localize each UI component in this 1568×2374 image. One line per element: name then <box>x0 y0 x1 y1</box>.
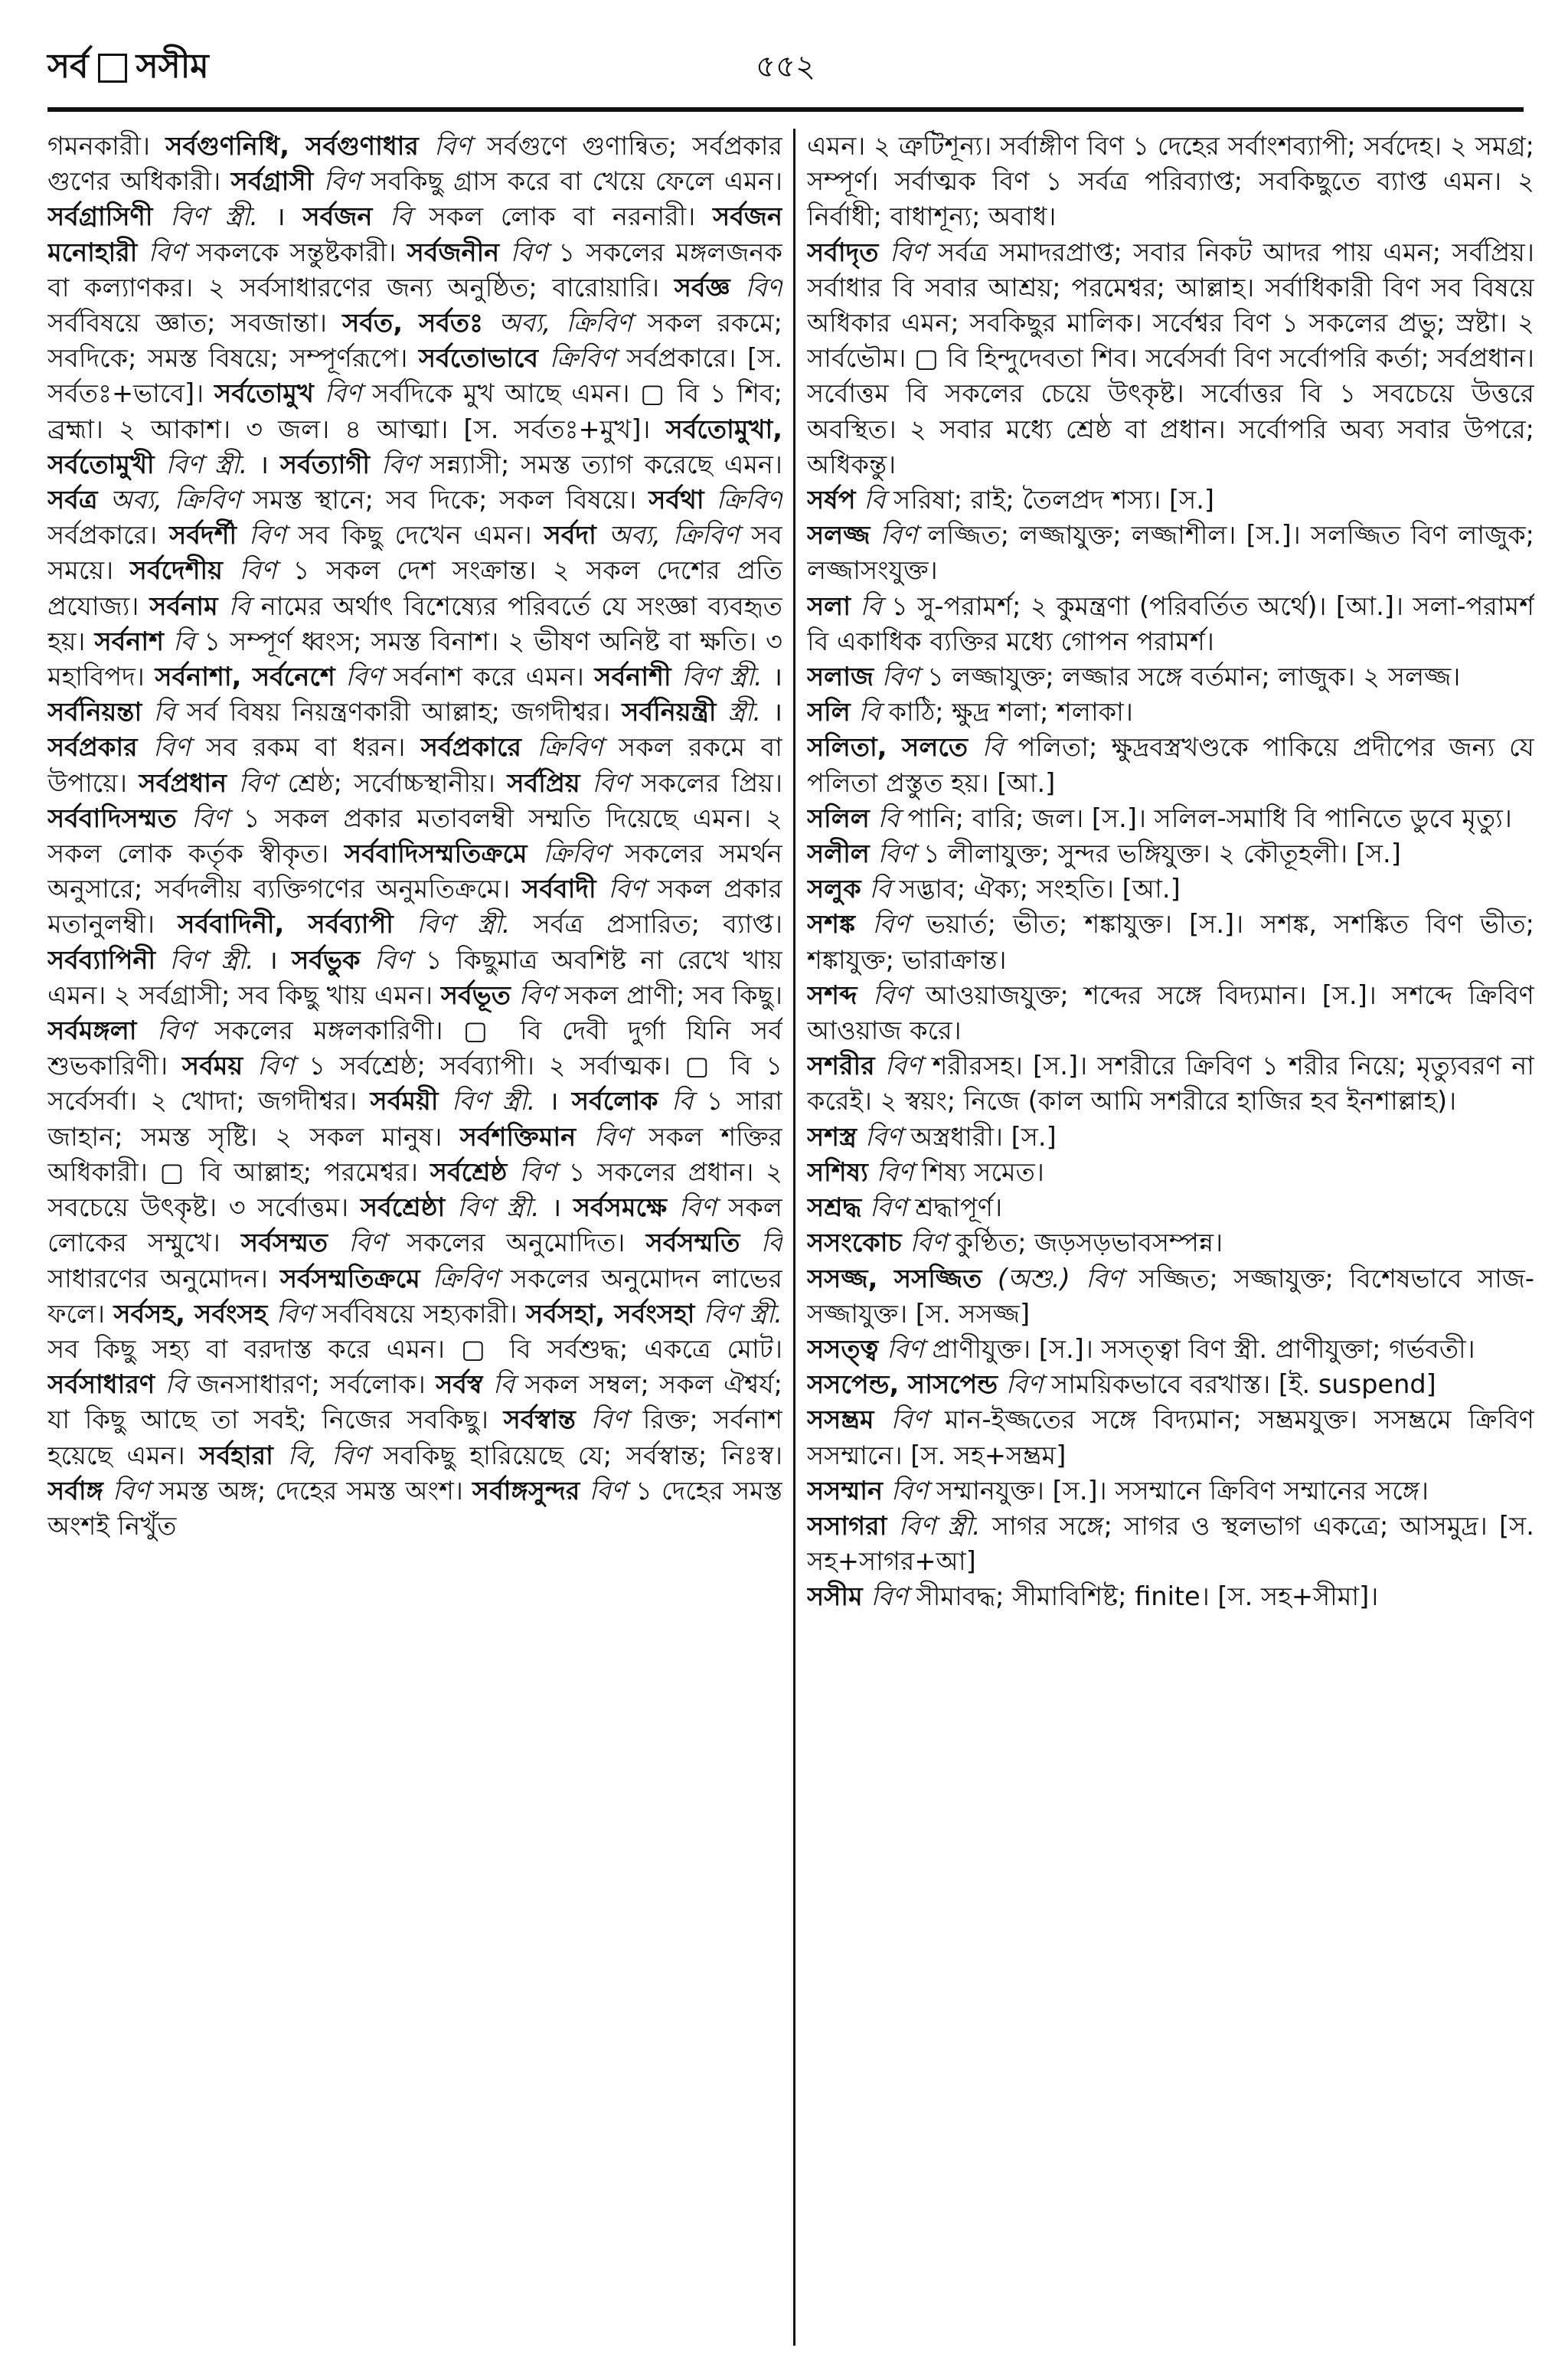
entry-part-of-speech: বি <box>165 1369 187 1400</box>
entry-definition: সকলের অনুমোদন লাভের ফলে। <box>47 1263 782 1329</box>
entry-part-of-speech: বি <box>153 697 175 728</box>
entry-definition: সব কিছু দেখেন এমন। <box>298 520 532 551</box>
entry-headword: সর্বপ্রকার <box>47 732 138 763</box>
entry-headword: সশরীর <box>807 1051 875 1081</box>
entry-part-of-speech: স্ত্রী. <box>727 697 762 728</box>
entry-definition: সব রকম বা ধরন। <box>206 732 406 763</box>
entry-definition: রিক্ত; সর্বনাশ হয়েছে এমন। <box>47 1404 782 1470</box>
entry-definition: এমন। ২ ত্রুটিশূন্য। সর্বাঙ্গীণ বিণ ১ দেহের সর্বাংশব্যাপী; সর্বদেহ। ২ সমগ্র; সম্পূর্ণ। সর্বাত্মক বিণ ১ সর্বত্র পরিব্যাপ্ত; সবকিছুতে ব্যাপ্ত এমন। ২ নির্বাধী; বাধাশূন্য; অবাধ। <box>807 131 1534 232</box>
entry-part-of-speech: বিণ স্ত্রী. <box>165 449 248 479</box>
entry-headword: সসাগরা <box>807 1510 887 1541</box>
dictionary-entry <box>807 978 1534 1048</box>
entry-definition: ১ সর্বশ্রেষ্ঠ; সর্বব্যাপী। ২ সর্বাত্মক। ▢ বি ১ সর্বেসর্বা। ২ খোদা; জগদীশ্বর। <box>47 1051 782 1117</box>
dictionary-entry <box>807 836 1534 871</box>
entry-definition: ১ লজ্জাযুক্ত; লজ্জার সঙ্গে বর্তমান; লাজুক। ২ সলজ্জ। <box>926 662 1461 692</box>
entry-part-of-speech: বিণ <box>374 944 412 975</box>
entry-definition: । <box>275 201 286 232</box>
entry-headword: সর্বনাশ <box>94 626 164 656</box>
entry-part-of-speech: বিণ <box>276 1298 314 1329</box>
entry-part-of-speech: বিণ <box>519 1156 557 1187</box>
entry-part-of-speech: ক্রিবিণ <box>432 1263 499 1293</box>
entry-definition: সম্মানযুক্ত। [স.]। সসম্মানে ক্রিবিণ সম্মানের সঙ্গে। <box>936 1475 1429 1506</box>
entry-part-of-speech: ক্রিবিণ <box>543 839 609 869</box>
entry-definition: প্রাণীযুক্ত। [স.]। সসত্ত্বা বিণ স্ত্রী. প্রাণীযুক্তা; গর্ভবতী। <box>932 1333 1475 1364</box>
entry-part-of-speech: অব্য, ক্রিবিণ <box>498 308 632 338</box>
entry-part-of-speech: বিণ <box>345 662 383 692</box>
dictionary-entry <box>47 485 636 515</box>
entry-part-of-speech: বি <box>864 485 886 515</box>
entry-headword: সর্বভূত <box>440 979 511 1010</box>
entry-headword: সর্বসমক্ষে <box>573 1192 668 1223</box>
entry-part-of-speech: বিণ স্ত্রী. <box>681 662 763 692</box>
entry-part-of-speech: বিণ <box>890 237 927 267</box>
entry-part-of-speech: বিণ <box>884 1051 923 1081</box>
entry-definition: সকলের মঙ্গলকারিণী। ▢ বি দেবী দুর্গা যিনি সর্ব শুভকারিণী। <box>47 1015 782 1081</box>
dictionary-entry <box>594 662 782 692</box>
entry-headword: সসত্ত্ব <box>807 1333 879 1364</box>
entry-part-of-speech: বি <box>492 1369 515 1400</box>
entry-part-of-speech: বিণ স্ত্রী. <box>703 1298 782 1329</box>
entry-part-of-speech: অব্য, ক্রিবিণ <box>109 485 241 515</box>
entry-definition: কাঠি; ক্ষুদ্র শলা; শলাকা। <box>888 697 1133 728</box>
entry-headword: সশঙ্ক <box>807 909 856 940</box>
entry-part-of-speech: বিণ <box>348 1228 386 1258</box>
entry-headword: সর্বব্যাপিনী <box>47 944 156 975</box>
left-column <box>47 129 782 2346</box>
entry-definition: সকল প্রাণী; সব কিছু। <box>564 979 782 1010</box>
entry-part-of-speech: বিণ <box>877 839 916 869</box>
entry-headword: সর্বাঙ্গসুন্দর <box>472 1475 580 1506</box>
entry-headword: সর্বনাশা, সর্বনেশে <box>155 662 335 692</box>
entry-definition: পানি; বারি; জল। [স.]। সলিল-সমাধি বি পানিতে ডুবে মৃত্যু। <box>907 803 1512 833</box>
entry-definition: সজ্জিত; সজ্জাযুক্ত; বিশেষভাবে সাজ-সজ্জাযুক্ত। [স. সসজ্জ] <box>807 1263 1534 1329</box>
dictionary-entry <box>807 589 1534 659</box>
entry-headword: সর্বপ্রিয় <box>507 767 580 798</box>
page-number: ৫৫২ <box>756 49 815 84</box>
entry-definition: সকলকে সন্তুষ্টকারী। <box>196 237 397 267</box>
entry-headword: সর্ষপ <box>807 485 856 515</box>
entry-definition: সন্ন্যাসী; সমস্ত ত্যাগ করেছে এমন। <box>430 449 782 479</box>
right-column <box>807 129 1534 2346</box>
entry-definition: লজ্জিত; লজ্জাযুক্ত; লজ্জাশীল। [স.]। সলজ্জিত বিণ লাজুক; লজ্জাসংযুক্ত। <box>807 520 1534 586</box>
entry-definition: সর্বনাশ করে এমন। <box>393 662 584 692</box>
dictionary-entry <box>231 166 782 196</box>
entry-part-of-speech: বিণ <box>876 1156 914 1187</box>
dictionary-entry <box>361 1192 561 1222</box>
dictionary-entry <box>807 730 1534 800</box>
entry-definition: সকল প্রকার মতানুলম্বী। <box>47 874 782 940</box>
dictionary-entry <box>807 907 1534 977</box>
entry-headword: সর্বগ্রাসিণী <box>47 201 153 232</box>
entry-definition: সর্বদিকে মুখ আছে এমন। ▢ বি ১ শিব; ব্রহ্মা। ২ আকাশ। ৩ জল। ৪ আত্মা। [স. সর্বতঃ+মুখ]। <box>47 378 782 444</box>
entry-part-of-speech: বি <box>869 874 891 904</box>
entry-definition: সকলের সমর্থন অনুসারে; সর্বদলীয় ব্যক্তিগণের অনুমতিক্রমে। <box>47 839 782 904</box>
entry-headword: সর্ববাদিসম্মত <box>47 803 177 833</box>
entry-part-of-speech: বিণ <box>256 1051 295 1081</box>
entry-definition: সাময়িকভাবে বরখাস্ত। [ই. suspend] <box>1051 1369 1436 1400</box>
entry-headword: সর্বসম্মতি <box>645 1228 740 1258</box>
entry-headword: সশিষ্য <box>807 1156 868 1187</box>
dictionary-entry <box>807 1225 1534 1261</box>
entry-definition: সর্ব বিষয় নিয়ন্ত্রণকারী আল্লাহ; জগদীশ্বর। <box>186 697 611 728</box>
entry-part-of-speech: বিণ <box>593 1121 632 1152</box>
entry-headword: সর্বসহ, সর্বংসহ <box>113 1298 268 1329</box>
entry-part-of-speech: অব্য, ক্রিবিণ <box>608 520 740 551</box>
dictionary-entry <box>807 695 1534 730</box>
entry-definition: ১ সকলের প্রধান। ২ সবচেয়ে উৎকৃষ্ট। ৩ সর্বোত্তম। <box>47 1156 782 1223</box>
entry-definition: সর্বগুণে গুণান্বিত; সর্বপ্রকার গুণের অধিকারী। <box>47 131 782 197</box>
entry-definition: ১ সকলের মঙ্গলজনক বা কল্যাণকর। ২ সর্বসাধারণের জন্য অনুষ্ঠিত; বারোয়ারি। <box>47 237 782 302</box>
dictionary-entry <box>302 201 695 231</box>
entry-headword: সসম্মান <box>807 1475 884 1506</box>
dictionary-entry <box>139 768 495 798</box>
entry-headword: সর্বময় <box>181 1051 243 1081</box>
entry-part-of-speech: বিণ স্ত্রী. <box>456 1192 540 1223</box>
dictionary-entry <box>47 1369 426 1399</box>
entry-definition: সর্বত্র প্রসারিত; ব্যাপ্ত। <box>533 909 782 940</box>
entry-definition: সকল সম্বল; সকল ঐশ্বর্য; যা কিছু আছে তা সবই; নিজের সবকিছু। <box>47 1369 782 1435</box>
entry-definition: সকলের প্রিয়। <box>641 767 782 798</box>
entry-part-of-speech: বিণ <box>248 520 286 551</box>
entry-headword: সর্বনিয়ন্তা <box>47 697 142 728</box>
entry-definition: সাধারণের অনুমোদন। <box>47 1263 268 1293</box>
entry-headword: সর্বগুণনিধি, সর্বগুণাধার <box>165 131 419 161</box>
entry-part-of-speech: বিণ <box>324 378 362 409</box>
entry-definition: । <box>773 662 782 692</box>
entry-headword: সশস্ত্র <box>807 1121 858 1152</box>
entry-headword: সর্বমঙ্গলা <box>47 1015 137 1046</box>
entry-part-of-speech: বি <box>228 590 250 621</box>
entry-part-of-speech: বিণ <box>880 520 918 551</box>
entry-part-of-speech: বিণ <box>589 1475 627 1506</box>
entry-headword: সর্বদা <box>544 520 596 551</box>
dictionary-entry <box>807 518 1534 588</box>
entry-headword: সলীল <box>807 839 870 869</box>
entry-headword: সর্বশ্রেষ্ঠ <box>430 1156 508 1187</box>
entry-headword: সসপেন্ড, সাসপেন্ড <box>807 1369 998 1400</box>
entry-headword: সর্বনিয়ন্ত্রী <box>622 697 717 728</box>
entry-part-of-speech: বিণ <box>518 979 557 1010</box>
dictionary-entry <box>807 1509 1534 1579</box>
entry-headword: সলা <box>807 590 851 621</box>
entry-headword: সর্বস্ব <box>436 1369 483 1400</box>
entry-headword: সর্বদেশীয় <box>129 555 223 586</box>
entry-headword: সর্বত্র <box>47 485 98 515</box>
entry-headword: সর্বনাম <box>149 590 218 621</box>
entry-part-of-speech: বি <box>760 1228 782 1258</box>
guide-word-first: সর্ব <box>47 47 89 86</box>
entry-part-of-speech: বিণ স্ত্রী. <box>451 1086 536 1117</box>
entry-definition: শরীরসহ। [স.]। সশরীরে ক্রিবিণ ১ শরীর নিয়ে; মৃত্যুবরণ না করেই। ২ স্বয়ং; নিজে (কাল আমি সশরীরে হাজির হব ইনশাল্লাহ)। <box>807 1051 1534 1117</box>
dictionary-entry <box>807 1367 1534 1402</box>
entry-headword: সর্বদর্শী <box>169 520 237 551</box>
entry-definition: ১ কিছুমাত্র অবশিষ্ট না রেখে খায় এমন। ২ সর্বগ্রাসী; সব কিছু খায় এমন। <box>47 944 782 1010</box>
entry-part-of-speech: বিণ <box>239 555 277 586</box>
entry-part-of-speech: বিণ <box>153 732 191 763</box>
entry-part-of-speech: বিণ <box>148 237 186 267</box>
entry-headword: সর্বভুক <box>292 944 361 975</box>
entry-headword: সর্বসম্মত <box>240 1228 328 1258</box>
entry-part-of-speech: বিণ <box>238 767 276 798</box>
entry-headword: সর্বপ্রধান <box>139 767 227 798</box>
entry-part-of-speech: বিণ <box>381 449 419 479</box>
entry-headword: সসজ্জ, সসজ্জিত <box>807 1263 982 1293</box>
entry-definition: সদ্ভাব; ঐক্য; সংহতি। [আ.] <box>899 874 1181 904</box>
entry-part-of-speech: বিণ <box>191 803 229 833</box>
entry-definition: । <box>548 1086 559 1117</box>
entry-definition: ১ সম্পূর্ণ ধ্বংস; সমস্ত বিনাশ। ২ ভীষণ অনিষ্ট বা ক্ষতি। ৩ মহাবিপদ। <box>47 626 782 692</box>
entry-headword: সর্ববাদী <box>522 874 596 904</box>
entry-part-of-speech: বিণ স্ত্রী. <box>898 1510 981 1541</box>
dictionary-entry <box>807 871 1534 907</box>
entry-part-of-speech: বিণ <box>872 909 910 940</box>
entry-part-of-speech: বিণ <box>590 1404 629 1435</box>
entry-part-of-speech: বি <box>173 626 195 656</box>
entry-definition: পলিতা; ক্ষুদ্রবস্ত্রখণ্ডকে পাকিয়ে প্রদীপের জন্য যে পলিতা প্রস্তুত হয়। [আ.] <box>807 732 1534 798</box>
entry-part-of-speech: বিণ <box>323 166 361 197</box>
entry-headword: সর্বতোমুখ <box>214 378 314 409</box>
entry-part-of-speech: বিণ <box>1005 1369 1044 1400</box>
entry-definition: ১ সারা জাহান; সমস্ত সৃষ্টি। ২ সকল মানুষ। <box>47 1086 782 1152</box>
entry-headword: সসীম <box>807 1581 863 1612</box>
dictionary-entry <box>47 732 405 762</box>
entry-part-of-speech: বিণ <box>592 767 629 798</box>
entry-definition: অস্ত্রধারী। [স.] <box>910 1121 1057 1152</box>
entry-definition: সীমাবদ্ধ; সীমাবিশিষ্ট; finite। [স. সহ+সীমা]। <box>916 1581 1379 1612</box>
entry-definition: শিষ্য সমেত। <box>921 1156 1044 1187</box>
entry-definition: নামের অর্থাৎ বিশেষ্যের পরিবর্তে যে সংজ্ঞা ব্যবহৃত হয়। <box>47 590 782 656</box>
entry-definition: সর্ববিষয়ে জ্ঞাত; সবজান্তা। <box>47 308 328 338</box>
dictionary-entry <box>807 1332 1534 1367</box>
entry-definition: সমস্ত অঙ্গ; দেহের সমস্ত অংশ। <box>158 1475 463 1506</box>
entry-headword: সর্বলোক <box>571 1086 658 1117</box>
entry-part-of-speech: বিণ <box>745 272 782 302</box>
entry-headword: সর্বনাশী <box>594 662 671 692</box>
entry-part-of-speech: বিণ <box>887 1333 924 1364</box>
entry-headword: সর্বত্যাগী <box>279 449 370 479</box>
entry-part-of-speech: ক্রিবিণ <box>716 485 782 515</box>
entry-headword: সলুক <box>807 874 861 904</box>
entry-headword: সর্বশক্তিমান <box>459 1121 577 1152</box>
entry-headword: সর্বসম্মতিক্রমে <box>279 1263 420 1293</box>
dictionary-entry <box>807 1473 1534 1509</box>
entry-part-of-speech: বিণ স্ত্রী. <box>170 201 259 232</box>
entry-definition: সর্ববিষয়ে সহ্যকারী। <box>322 1298 518 1329</box>
entry-definition: গমনকারী। <box>47 131 151 161</box>
entry-definition: । <box>773 697 782 728</box>
dictionary-entry <box>807 129 1534 235</box>
dictionary-entry <box>807 1261 1534 1332</box>
entry-definition: । <box>551 1192 562 1223</box>
entry-headword: সলজ্জ <box>807 520 871 551</box>
entry-definition: মান-ইজ্জতের সঙ্গে বিদ্যমান; সম্ভ্রমযুক্ত। সসম্ভ্রমে ক্রিবিণ সসম্মানে। [স. সহ+সম্ভ্রম] <box>807 1404 1534 1470</box>
entry-headword: সলি <box>807 697 851 728</box>
entry-definition: সকল শক্তির অধিকারী। ▢ বি আল্লাহ; পরমেশ্বর। <box>47 1121 782 1187</box>
entry-definition: সকল লোকের সম্মুখে। <box>47 1192 782 1258</box>
dictionary-entry <box>47 1476 463 1506</box>
entry-definition: সকল লোক বা নরনারী। <box>429 201 696 232</box>
entry-part-of-speech: বি <box>982 732 1004 763</box>
dictionary-entry <box>199 1440 782 1470</box>
entry-headword: সর্ববাদিসম্মতিক্রমে <box>344 839 528 869</box>
entry-headword: সর্বাঙ্গ <box>47 1475 103 1506</box>
entry-definition: ভয়ার্ত; ভীত; শঙ্কাযুক্ত। [স.]। সশঙ্ক, সশঙ্কিত বিণ ভীত; শঙ্কাযুক্ত; ভারাক্রান্ত। <box>807 909 1534 975</box>
entry-definition: ১ সকল প্রকার মতাবলম্বী সম্মতি দিয়েছে এমন। ২ সকল লোক কর্তৃক স্বীকৃত। <box>47 803 782 869</box>
entry-definition: সব কিছু সহ্য বা বরদাস্ত করে এমন। ▢ বি সর্বশুদ্ধ; একত্রে মোট। <box>47 1333 782 1364</box>
entry-part-of-speech: বি, বিণ <box>287 1440 369 1470</box>
entry-headword: সশ্রদ্ধ <box>807 1192 862 1223</box>
entry-part-of-speech: বিণ <box>881 662 920 692</box>
dictionary-entry <box>807 1190 1534 1225</box>
entry-headword: সর্বজনীন <box>407 237 500 267</box>
entry-definition: ১ সকল দেশ সংক্রান্ত। ২ সকল দেশের প্রতি প্রযোজ্য। <box>47 555 782 621</box>
dictionary-entry <box>807 659 1534 695</box>
dictionary-entry <box>807 801 1534 836</box>
entry-part-of-speech: বিণ <box>869 1192 907 1223</box>
entry-definition: । <box>268 944 278 975</box>
entry-headword: সসম্ভ্রম <box>807 1404 874 1435</box>
entry-headword: সর্বথা <box>648 485 704 515</box>
entry-part-of-speech: ক্রিবিণ <box>549 343 616 374</box>
entry-definition: শ্রদ্ধাপূর্ণ। <box>915 1192 1003 1223</box>
entry-definition: কুণ্ঠিত; জড়সড়ভাবসম্পন্ন। <box>955 1228 1223 1258</box>
entry-definition: সবকিছু গ্রাস করে বা খেয়ে ফেলে এমন। <box>371 166 782 197</box>
entry-part-of-speech: বিণ স্ত্রী. <box>169 944 254 975</box>
entry-part-of-speech: বি <box>390 201 412 232</box>
entry-part-of-speech: বি <box>858 697 880 728</box>
entry-headword: সর্বসাধারণ <box>47 1369 155 1400</box>
dictionary-entry <box>47 945 278 975</box>
dictionary-entry <box>47 697 610 727</box>
entry-definition: । <box>259 449 269 479</box>
dictionary-entry <box>113 1299 517 1329</box>
dictionary-entry <box>807 1155 1534 1190</box>
entry-headword: সর্বতোমুখা, সর্বতোমুখী <box>47 414 782 479</box>
entry-headword: সর্বপ্রকারে <box>420 732 521 763</box>
entry-part-of-speech: বিণ <box>873 979 910 1010</box>
entry-headword: সর্ববাদিনী, সর্বব্যাপী <box>178 909 394 940</box>
entry-headword: সর্বময়ী <box>370 1086 439 1117</box>
entry-headword: সলিল <box>807 803 870 833</box>
entry-headword: সলাজ <box>807 662 874 692</box>
dictionary-entry <box>241 1228 626 1257</box>
entry-headword: সর্বশ্রেষ্ঠা <box>360 1192 446 1223</box>
entry-headword: সলিতা, সলতে <box>807 732 969 763</box>
entry-part-of-speech: বিণ <box>157 1015 194 1046</box>
entry-definition: সব সময়ে। <box>47 520 782 586</box>
entry-definition: ১ লীলাযুক্ত; সুন্দর ভঙ্গিযুক্ত। ২ কৌতূহলী। [স.] <box>923 839 1401 869</box>
dictionary-entry <box>807 482 1534 518</box>
entry-definition: ১ সু-পরামর্শ; ২ কুমন্ত্রণা (পরিবর্তিত অর্থে)। [আ.]। সলা-পরামর্শ বি একাধিক ব্যক্তির মধ্যে গোপন পরামর্শ। <box>807 590 1534 656</box>
entry-definition: সকল রকমে বা উপায়ে। <box>47 732 782 798</box>
entry-definition: শ্রেষ্ঠ; সর্বোচ্চস্থানীয়। <box>287 767 495 798</box>
dictionary-entry <box>622 697 782 727</box>
dictionary-entry <box>807 1402 1534 1473</box>
entry-headword: সর্বসহা, সর্বংসহা <box>525 1298 695 1329</box>
entry-part-of-speech: বিণ <box>112 1475 150 1506</box>
entry-definition: সর্বপ্রকারে। <box>47 520 158 551</box>
entry-headword: সর্বাদৃত <box>807 237 879 267</box>
entry-part-of-speech: বিণ স্ত্রী. <box>416 909 511 940</box>
entry-definition: সরিষা; রাই; তৈলপ্রদ শস্য। [স.] <box>893 485 1215 515</box>
entry-part-of-speech: বিণ <box>510 237 548 267</box>
dictionary-entry <box>155 662 584 692</box>
entry-definition: সমস্ত স্থানে; সব দিকে; সকল বিষয়ে। <box>253 485 637 515</box>
dictionary-entry <box>371 1086 559 1116</box>
entry-headword: সসংকোচ <box>807 1228 902 1258</box>
guide-word-last: সসীম <box>136 47 209 86</box>
entry-part-of-speech: বিণ <box>678 1192 717 1223</box>
entry-part-of-speech: বি <box>877 803 900 833</box>
entry-part-of-speech: বিণ <box>890 1475 929 1506</box>
entry-part-of-speech: বিণ <box>434 131 472 161</box>
entry-definition: সাগর সঙ্গে; সাগর ও স্থলভাগ একত্রে; আসমুদ্র। [স. সহ+সাগর+আ] <box>807 1510 1534 1577</box>
entry-headword: সর্বগ্রাসী <box>230 166 314 197</box>
entry-part-of-speech: বিণ <box>910 1228 947 1258</box>
entry-definition: জনসাধারণ; সর্বলোক। <box>197 1369 426 1400</box>
dictionary-entry <box>178 909 782 939</box>
entry-headword: সর্বজন <box>302 201 373 232</box>
entry-part-of-speech: বি <box>860 590 882 621</box>
entry-headword: সর্বস্বান্ত <box>503 1404 576 1435</box>
dictionary-entry <box>169 520 532 550</box>
page-header <box>47 32 1524 105</box>
entry-part-of-speech: বিণ <box>608 874 645 904</box>
entry-definition: সবকিছু হারিয়েছে যে; সর্বস্বান্ত; নিঃস্ব। <box>383 1440 782 1470</box>
entry-part-of-speech: বিণ <box>871 1581 908 1612</box>
dictionary-entry <box>47 131 150 161</box>
entry-part-of-speech: ক্রিবিণ <box>537 732 603 763</box>
entry-definition: সকলের অনুমোদিত। <box>407 1228 626 1258</box>
entry-definition: সকল রকমে; সবদিকে; সমস্ত বিষয়ে; সম্পূর্ণরূপে। <box>47 308 782 374</box>
entry-headword: সর্বজন মনোহারী <box>47 201 782 267</box>
dictionary-entry <box>807 1120 1534 1155</box>
entry-part-of-speech: বিণ <box>864 1121 903 1152</box>
column-divider <box>793 129 795 2346</box>
dictionary-entry <box>441 980 782 1010</box>
entry-headword: সর্বতোভাবে <box>418 343 539 374</box>
entry-headword: সর্বজ্ঞ <box>674 272 730 302</box>
entry-definition: সর্বপ্রকারে। [স. সর্বতঃ+ভাবে]। <box>47 343 782 409</box>
dictionary-entry <box>807 1048 1534 1119</box>
entry-headword: সর্বত, সর্বতঃ <box>342 308 484 338</box>
entry-part-of-speech: বিণ <box>890 1404 929 1435</box>
dictionary-entry <box>507 768 782 798</box>
dictionary-entry <box>807 235 1534 482</box>
dictionary-entry <box>280 450 782 479</box>
entry-part-of-speech: (অশু.) বিণ <box>997 1263 1123 1293</box>
entry-definition: আওয়াজযুক্ত; শব্দের সঙ্গে বিদ্যমান। [স.]। সশব্দে ক্রিবিণ আওয়াজ করে। <box>807 979 1534 1046</box>
dictionary-entry <box>807 1579 1534 1614</box>
entry-definition: সর্বত্র সমাদরপ্রাপ্ত; সবার নিকট আদর পায় এমন; সর্বপ্রিয়। সর্বাধার বি সবার আশ্রয়; পরমেশ্বর; আল্লাহ। সর্বাধিকারী বিণ সব বিষয়ে অধিকার এমন; সবকিছুর মালিক। সর্বেশ্বর বিণ ১ সকলের প্রভু; স্রষ্টা। ২ সার্বভৌম। ▢ বি হিন্দুদেবতা শিব। সর্বেসর্বা বিণ সর্বোপরি কর্তা; সর্বপ্রধান। সর্বোত্তম বি সকলের চেয়ে উৎকৃষ্ট। সর্বোত্তর বি ১ সবচেয়ে উত্তরে অবস্থিত। ২ সবার মধ্যে শ্রেষ্ঠ বা প্রধান। সর্বোপরি অব্য সবার উপরে; অধিকন্তু। <box>807 237 1534 479</box>
dictionary-entry <box>47 201 286 231</box>
entry-headword: সশব্দ <box>807 979 858 1010</box>
entry-definition: ১ দেহের সমস্ত অংশই নিখুঁত <box>47 1475 782 1541</box>
entry-part-of-speech: বি <box>671 1086 694 1117</box>
entry-headword: সর্বহারা <box>199 1440 273 1470</box>
header-rule <box>47 107 1524 112</box>
